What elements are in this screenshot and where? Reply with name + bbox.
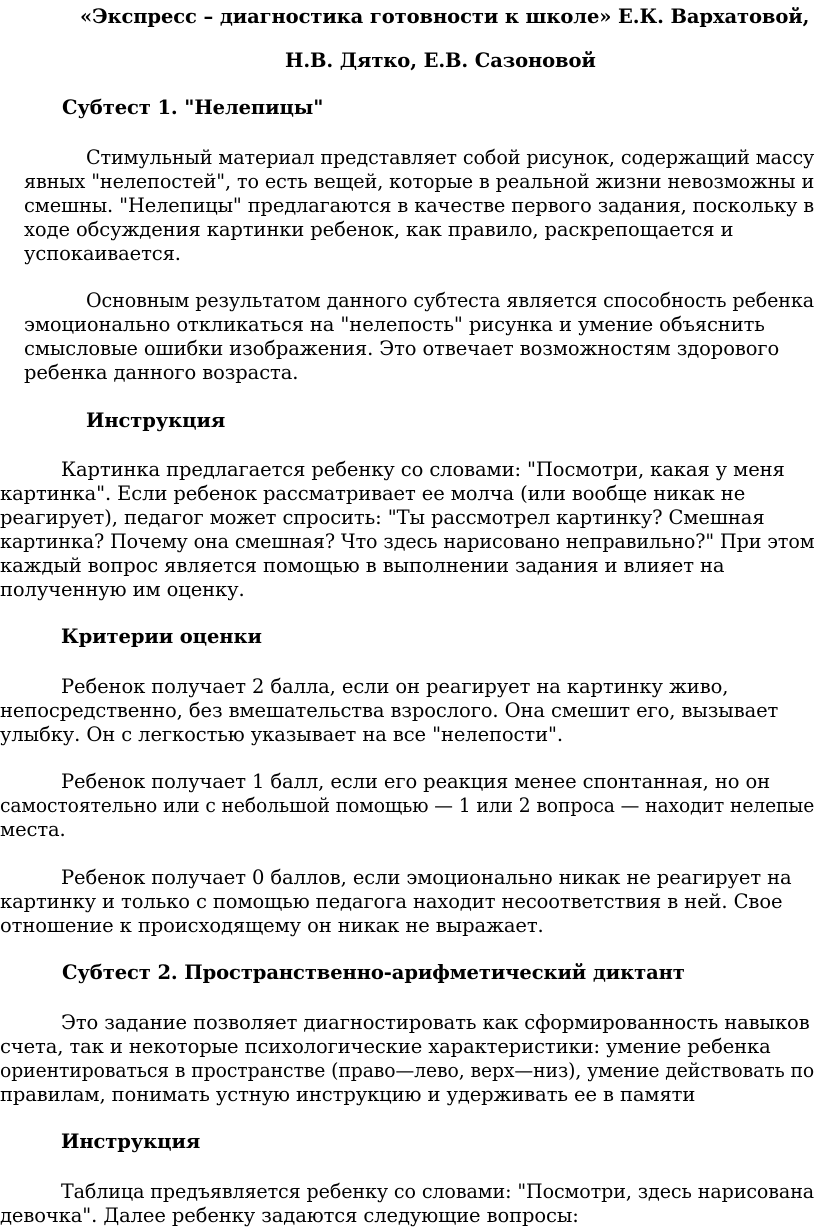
text-line: картинка". Если ребенок рассматривает ее молча (или вообще никак не [0, 482, 746, 505]
text-line: ориентироваться в пространстве (право—лево, верх—низ), умение действовать по [0, 1059, 815, 1082]
text-line: картинка? Почему она смешная? Что здесь нарисовано неправильно?" При этом [0, 530, 815, 553]
text-line: самостоятельно или с небольшой помощью — 1 или 2 вопроса — находит нелепые [0, 794, 815, 817]
text-line: непосредственно, без вмешательства взрослого. Она смешит его, вызывает [0, 699, 779, 722]
text-line: Стимульный материал представляет собой рисунок, содержащий массу [86, 146, 815, 169]
text-line: успокаивается. [24, 242, 181, 265]
text-line: полученную им оценку. [0, 578, 245, 601]
text-line: явных "нелепостей", то есть вещей, которые в реальной жизни невозможны и [24, 170, 815, 193]
text-line: ребенка данного возраста. [24, 361, 299, 384]
text-line: реагирует), педагог может спросить: "Ты рассмотрел картинку? Смешная [0, 506, 765, 529]
text-line: Основным результатом данного субтеста является способность ребенка [86, 289, 815, 312]
text-line: смешны. "Нелепицы" предлагаются в качестве первого задания, поскольку в [24, 194, 815, 217]
text-line: картинку и только с помощью педагога находит несоответствия в ней. Свое [0, 890, 783, 913]
text-line: счета, так и некоторые психологические характеристики: умение ребенка [0, 1035, 771, 1058]
text-line: эмоционально откликаться на "нелепость" рисунка и умение объяснить [24, 313, 765, 336]
subtest1-criteria-heading: Критерии оценки [61, 625, 262, 648]
subtest2-instruction-heading: Инструкция [61, 1130, 201, 1153]
text-line: Таблица предъявляется ребенку со словами: "Посмотри, здесь нарисована [61, 1180, 815, 1203]
text-line: Ребенок получает 0 баллов, если эмоционально никак не реагирует на [61, 866, 792, 889]
text-line: отношение к происходящему он никак не выражает. [0, 914, 544, 937]
document-title-line-1: «Экспресс – диагностика готовности к школе» Е.К. Вархатовой, [80, 5, 810, 28]
document-title-line-2: Н.В. Дятко, Е.В. Сазоновой [285, 49, 596, 72]
text-line: места. [0, 818, 66, 841]
text-line: Картинка предлагается ребенку со словами: "Посмотри, какая у меня [61, 458, 785, 481]
subtest2-heading: Субтест 2. Пространственно-арифметический диктант [62, 961, 685, 984]
text-line: ходе обсуждения картинки ребенок, как правило, раскрепощается и [24, 218, 734, 241]
text-line: улыбку. Он с легкостью указывает на все "нелепости". [0, 723, 563, 746]
text-line: Это задание позволяет диагностировать как сформированность навыков [61, 1011, 810, 1034]
text-line: Ребенок получает 1 балл, если его реакция менее спонтанная, но он [61, 770, 771, 793]
text-line: каждый вопрос является помощью в выполнении задания и влияет на [0, 554, 725, 577]
text-line: Ребенок получает 2 балла, если он реагирует на картинку живо, [61, 675, 729, 698]
subtest1-heading: Субтест 1. "Нелепицы" [62, 96, 324, 119]
text-line: девочка". Далее ребенку задаются следующие вопросы: [0, 1204, 579, 1227]
subtest1-instruction-heading: Инструкция [86, 409, 226, 432]
text-line: правилам, понимать устную инструкцию и удерживать ее в памяти [0, 1083, 696, 1106]
text-line: смысловые ошибки изображения. Это отвечает возможностям здорового [24, 337, 780, 360]
